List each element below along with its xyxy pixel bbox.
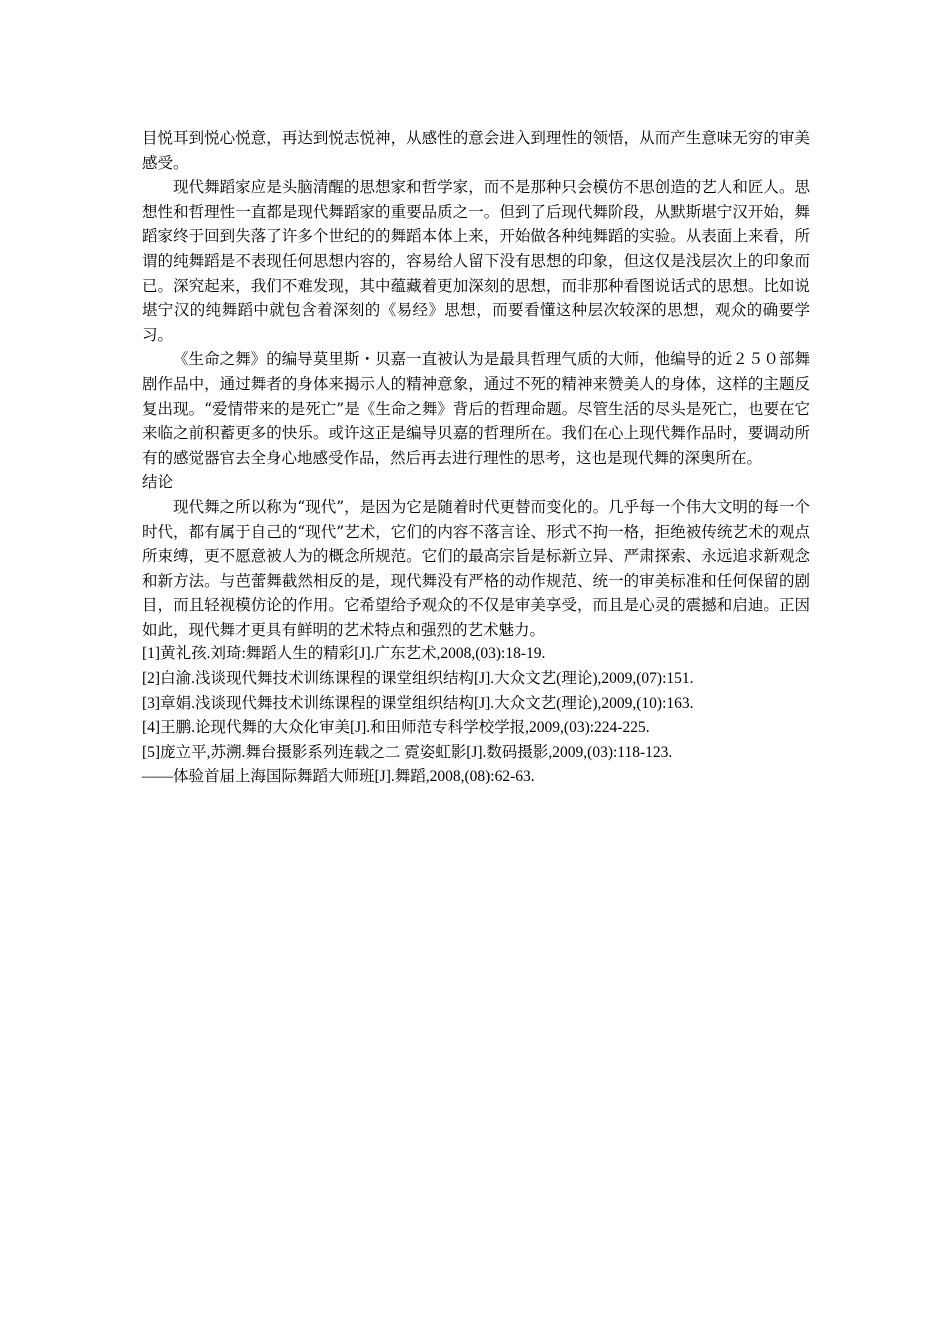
reference-item-6: ——体验首届上海国际舞蹈大师班[J].舞蹈,2008,(08):62-63. bbox=[142, 768, 535, 786]
body-paragraph-2: 现代舞蹈家应是头脑清醒的思想家和哲学家，而不是那种只会模仿不思创造的艺人和匠人。思想性和哲理性一直都是现代舞蹈家的重要品质之一。但到了后现代舞阶段，从默斯堪宁汉开始，舞蹈家终于回到失落了许多个世纪的的舞蹈本体上来，开始做各种纯舞蹈的实验。从表面上来看，所谓的纯舞蹈是不表现任何思想内容的，容易给人留下没有思想的印象，但这仅是浅层次上的印象而已。深究起来，我们不难发现，其中蕴藏着更加深刻的思想，而非那种看图说话式的思想。比如说堪宁汉的纯舞蹈中就包含着深刻的《易经》思想，而要看懂这种层次较深的思想，观众的确要学习。 bbox=[142, 178, 810, 344]
reference-list bbox=[142, 642, 810, 790]
reference-item-3: [3]章娟.浅谈现代舞技术训练课程的课堂组织结构[J].大众文艺(理论),2009,(10):163. bbox=[142, 694, 694, 712]
body-paragraph-3: 《生命之舞》的编导莫里斯・贝嘉一直被认为是最具哲理气质的大师，他编导的近２５０部舞剧作品中，通过舞者的身体来揭示人的精神意象，通过不死的精神来赞美人的身体，这样的主题反复出现。“爱情带来的是死亡”是《生命之舞》背后的哲理命题。尽管生活的尽头是死亡，也要在它来临之前积蓄更多的快乐。或许这正是编导贝嘉的哲理所在。我们在心上现代舞作品时，要调动所有的感觉器官去全身心地感受作品，然后再去进行理性的思考，这也是现代舞的深奥所在。 bbox=[142, 350, 810, 467]
document-page bbox=[142, 126, 810, 790]
body-paragraph-1: 目悦耳到悦心悦意，再达到悦志悦神，从感性的意会进入到理性的领悟，从而产生意味无穷的审美感受。 bbox=[142, 129, 810, 172]
conclusion-paragraph: 现代舞之所以称为“现代”，是因为它是随着时代更替而变化的。几乎每一个伟大文明的每一个时代，都有属于自己的“现代”艺术，它们的内容不落言诠、形式不拘一格，拒绝被传统艺术的观点所束缚，更不愿意被人为的概念所规范。它们的最高宗旨是标新立异、严肃探索、永远追求新观念和新方法。与芭蕾舞截然相反的是，现代舞没有严格的动作规范、统一的审美标准和任何保留的剧目，而且轻视模仿论的作用。它希望给予观众的不仅是审美享受，而且是心灵的震撼和启迪。正因如此，现代舞才更具有鲜明的艺术特点和强烈的艺术魅力。 bbox=[142, 497, 810, 639]
reference-item-2: [2]白渝.浅谈现代舞技术训练课程的课堂组织结构[J].大众文艺(理论),2009,(07):151. bbox=[142, 670, 694, 688]
conclusion-heading: 结论 bbox=[142, 473, 174, 492]
reference-item-1: [1]黄礼孩.刘琦:舞蹈人生的精彩[J].广东艺术,2008,(03):18-19. bbox=[142, 645, 546, 663]
reference-item-5: [5]庞立平,苏溯.舞台摄影系列连载之二 霓姿虹影[J].数码摄影,2009,(03):118-123. bbox=[142, 743, 673, 761]
reference-item-4: [4]王鹏.论现代舞的大众化审美[J].和田师范专科学校学报,2009,(03):224-225. bbox=[142, 719, 650, 737]
